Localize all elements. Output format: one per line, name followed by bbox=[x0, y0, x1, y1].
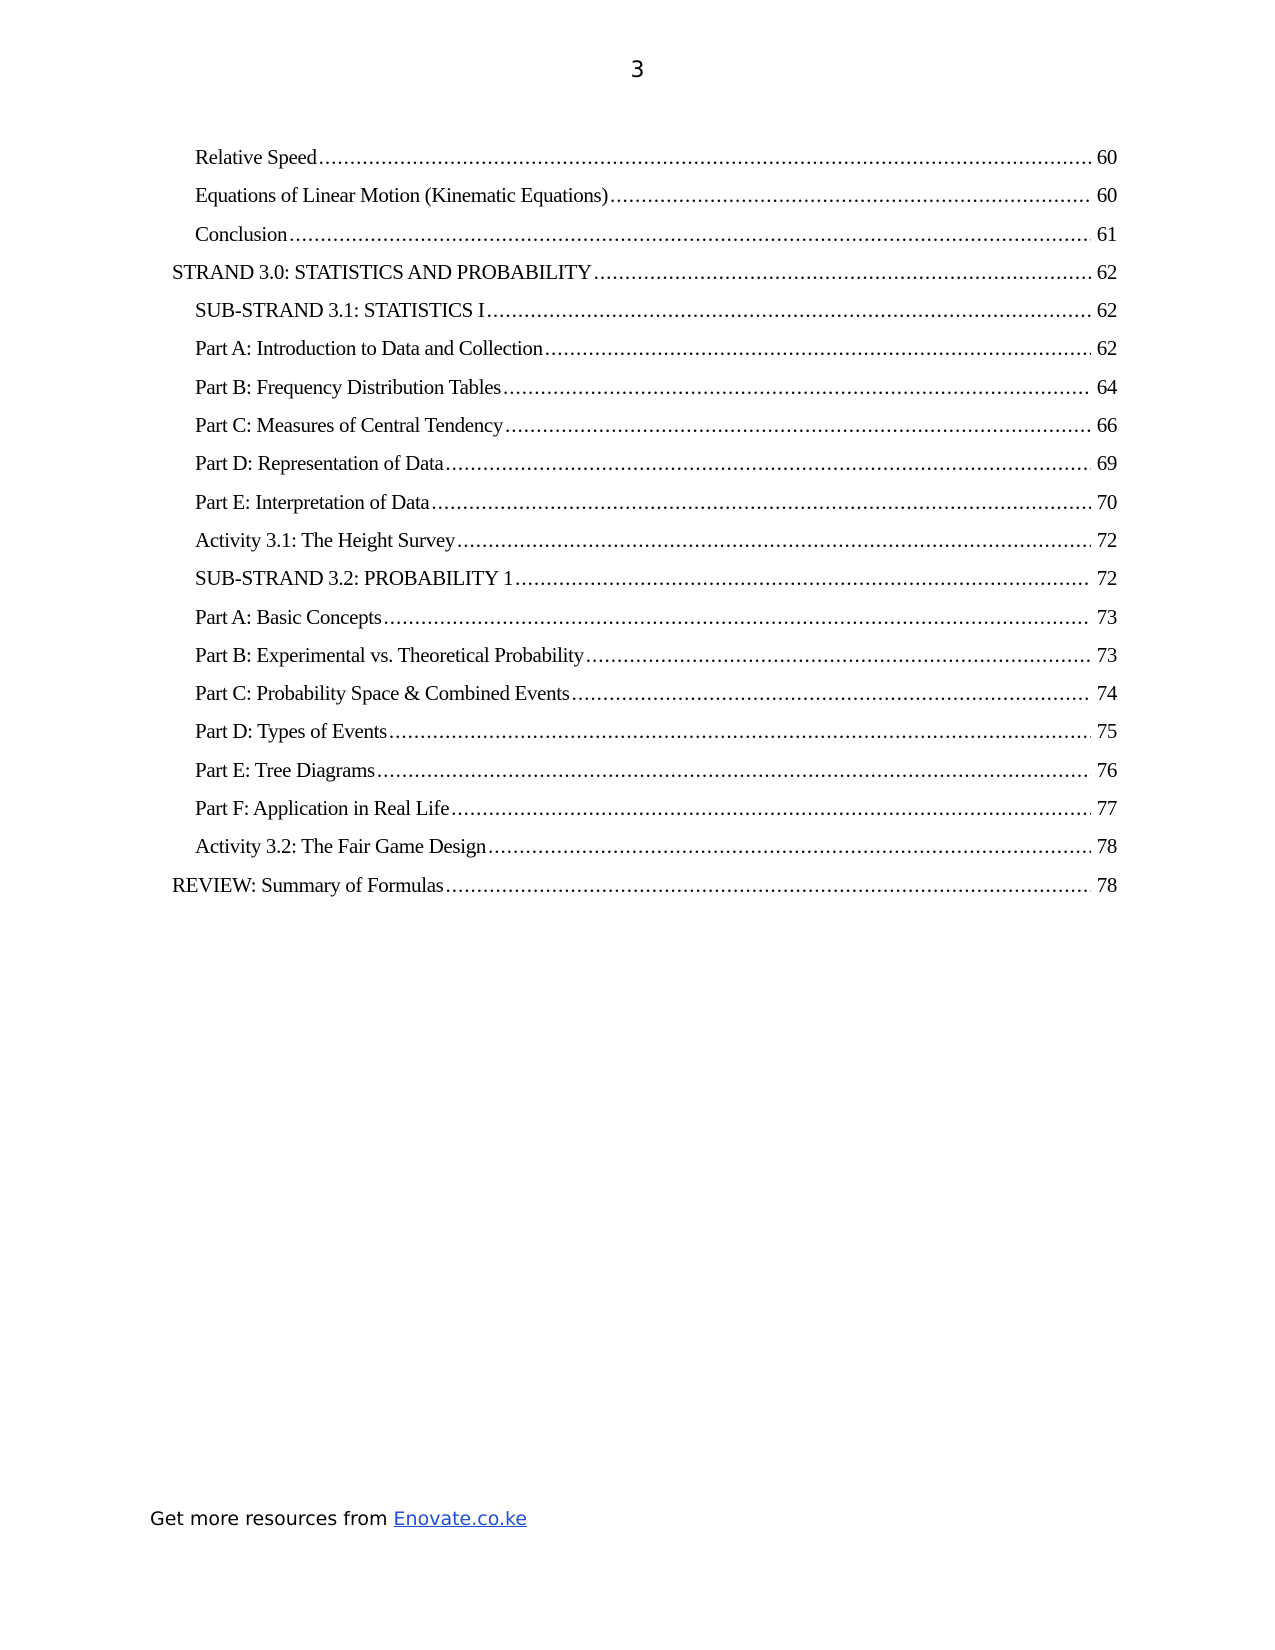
toc-entry-page: 62 bbox=[1096, 259, 1117, 284]
toc-entry-title: STRAND 3.0: STATISTICS AND PROBABILITY bbox=[172, 259, 592, 284]
toc-dot-leader bbox=[505, 406, 1091, 444]
toc-entry-page: 69 bbox=[1096, 451, 1117, 476]
footer-text: Get more resources from bbox=[150, 1508, 394, 1530]
toc-entry-page: 72 bbox=[1096, 527, 1117, 552]
toc-entry[interactable] bbox=[172, 751, 1117, 789]
toc-entry-page: 60 bbox=[1096, 145, 1117, 169]
toc-entry[interactable] bbox=[172, 712, 1117, 750]
toc-dot-leader bbox=[545, 329, 1091, 367]
toc-dot-leader bbox=[431, 483, 1091, 521]
toc-entry[interactable] bbox=[172, 598, 1117, 636]
toc-entry-page: 60 bbox=[1096, 183, 1117, 208]
toc-entry[interactable] bbox=[172, 176, 1117, 214]
toc-entry[interactable] bbox=[172, 559, 1117, 597]
toc-entry[interactable] bbox=[172, 215, 1117, 253]
toc-dot-leader bbox=[319, 138, 1091, 176]
toc-entry[interactable] bbox=[172, 253, 1117, 291]
toc-entry-title: REVIEW: Summary of Formulas bbox=[172, 872, 444, 897]
toc-entry[interactable] bbox=[172, 674, 1117, 712]
toc-dot-leader bbox=[289, 215, 1091, 253]
toc-dot-leader bbox=[515, 559, 1091, 597]
toc-entry-title: Activity 3.2: The Fair Game Design bbox=[195, 834, 486, 859]
toc-dot-leader bbox=[594, 253, 1091, 291]
toc-entry-page: 77 bbox=[1096, 796, 1117, 821]
toc-entry-title: Part C: Measures of Central Tendency bbox=[195, 413, 504, 438]
toc-entry[interactable] bbox=[172, 866, 1117, 904]
toc-entry-page: 74 bbox=[1096, 681, 1117, 706]
toc-entry-page: 78 bbox=[1096, 834, 1117, 859]
toc-dot-leader bbox=[610, 176, 1091, 214]
table-of-contents bbox=[172, 138, 1117, 904]
toc-entry-title: Conclusion bbox=[195, 221, 288, 246]
page-number: 3 bbox=[630, 58, 645, 83]
toc-entry[interactable] bbox=[172, 291, 1117, 329]
toc-dot-leader bbox=[384, 598, 1091, 636]
toc-dot-leader bbox=[457, 521, 1091, 559]
toc-entry[interactable] bbox=[172, 789, 1117, 827]
toc-entry-title: Activity 3.1: The Height Survey bbox=[195, 527, 455, 552]
toc-dot-leader bbox=[446, 866, 1092, 904]
toc-entry-page: 72 bbox=[1096, 566, 1117, 591]
toc-entry-page: 64 bbox=[1096, 374, 1117, 399]
toc-entry-page: 73 bbox=[1096, 642, 1117, 667]
toc-dot-leader bbox=[445, 444, 1091, 482]
toc-dot-leader bbox=[488, 827, 1091, 865]
toc-entry-title: Part F: Application in Real Life bbox=[195, 796, 450, 821]
toc-entry-title: Part E: Tree Diagrams bbox=[195, 757, 375, 782]
footer-link[interactable]: Enovate.co.ke bbox=[393, 1508, 528, 1530]
toc-entry[interactable] bbox=[172, 521, 1117, 559]
toc-entry[interactable] bbox=[172, 827, 1117, 865]
toc-entry-page: 75 bbox=[1096, 719, 1117, 744]
toc-entry-page: 78 bbox=[1096, 872, 1117, 897]
toc-entry-page: 61 bbox=[1096, 221, 1117, 246]
footer bbox=[150, 1508, 527, 1530]
toc-entry-page: 62 bbox=[1096, 298, 1117, 323]
toc-entry-title: Equations of Linear Motion (Kinematic Equations) bbox=[195, 183, 609, 208]
toc-entry-title: SUB-STRAND 3.2: PROBABILITY 1 bbox=[195, 566, 514, 591]
toc-entry[interactable] bbox=[172, 636, 1117, 674]
toc-entry-title: Part A: Basic Concepts bbox=[195, 604, 382, 629]
toc-entry-title: Part D: Representation of Data bbox=[195, 451, 444, 476]
toc-entry[interactable] bbox=[172, 483, 1117, 521]
toc-dot-leader bbox=[487, 291, 1091, 329]
toc-entry-page: 62 bbox=[1096, 336, 1117, 361]
toc-dot-leader bbox=[586, 636, 1091, 674]
toc-entry-page: 70 bbox=[1096, 489, 1117, 514]
toc-entry-title: Part A: Introduction to Data and Collection bbox=[195, 336, 543, 361]
toc-entry-title: Part B: Frequency Distribution Tables bbox=[195, 374, 501, 399]
toc-dot-leader bbox=[389, 712, 1091, 750]
toc-entry-page: 73 bbox=[1096, 604, 1117, 629]
toc-dot-leader bbox=[572, 674, 1091, 712]
toc-entry-title: Part B: Experimental vs. Theoretical Probability bbox=[195, 642, 584, 667]
toc-entry-title: Part D: Types of Events bbox=[195, 719, 387, 744]
toc-entry[interactable] bbox=[172, 406, 1117, 444]
toc-entry-title: Relative Speed bbox=[195, 145, 317, 169]
toc-entry-page: 66 bbox=[1096, 413, 1117, 438]
toc-entry-title: Part C: Probability Space & Combined Events bbox=[195, 681, 570, 706]
toc-entry-title: Part E: Interpretation of Data bbox=[195, 489, 430, 514]
toc-dot-leader bbox=[377, 751, 1091, 789]
toc-entry[interactable] bbox=[172, 444, 1117, 482]
toc-entry-title: SUB-STRAND 3.1: STATISTICS I bbox=[195, 298, 485, 323]
toc-entry[interactable] bbox=[172, 329, 1117, 367]
toc-entry-page: 76 bbox=[1096, 757, 1117, 782]
toc-entry[interactable] bbox=[172, 368, 1117, 406]
toc-entry[interactable] bbox=[172, 138, 1117, 176]
toc-dot-leader bbox=[451, 789, 1091, 827]
toc-dot-leader bbox=[503, 368, 1091, 406]
